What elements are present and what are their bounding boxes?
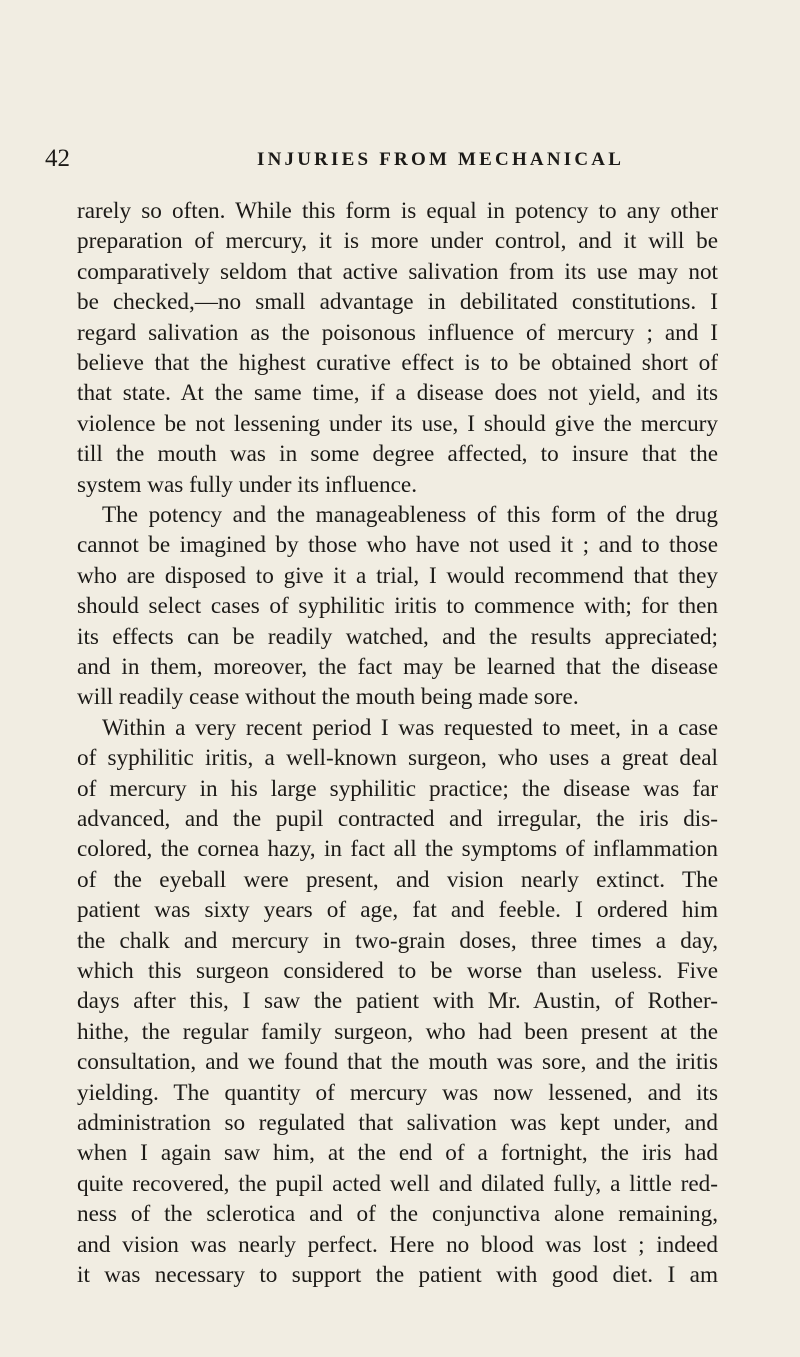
- text-line: violence be not lessening under its use, I should give the mercury: [77, 410, 718, 437]
- text-line: hithe, the regular family surgeon, who had been present at the: [77, 1018, 718, 1045]
- text-line: colored, the cornea hazy, in fact all the symptoms of inflammation: [77, 836, 718, 863]
- text-line: days after this, I saw the patient with Mr. Austin, of Rother-: [77, 988, 718, 1015]
- text-line: yielding. The quantity of mercury was now lessened, and its: [77, 1079, 718, 1106]
- text-line: its effects can be readily watched, and the results appreciated;: [77, 623, 718, 650]
- text-line: which this surgeon considered to be worse than useless. Five: [77, 958, 718, 984]
- text-line: administration so regulated that salivation was kept under, and: [77, 1110, 718, 1136]
- text-line: rarely so often. While this form is equal in potency to any other: [77, 198, 718, 224]
- text-line: quite recovered, the pupil acted well and dilated fully, a little red-: [77, 1170, 718, 1197]
- text-line: of the eyeball were present, and vision nearly extinct. The: [77, 866, 718, 893]
- text-line: consultation, and we found that the mouth was sore, and the iritis: [77, 1049, 718, 1076]
- text-line: that state. At the same time, if a disease does not yield, and its: [77, 380, 718, 407]
- text-line: comparatively seldom that active salivation from its use may not: [77, 258, 718, 285]
- text-line: patient was sixty years of age, fat and feeble. I ordered him: [77, 897, 718, 924]
- text-line: who are disposed to give it a trial, I would recommend that they: [77, 562, 718, 589]
- text-line: of syphilitic iritis, a well-known surgeon, who uses a great deal: [77, 745, 718, 772]
- text-line: and vision was nearly perfect. Here no blood was lost ; indeed: [77, 1231, 718, 1258]
- text-line: the chalk and mercury in two-grain doses, three times a day,: [77, 927, 718, 954]
- text-line: system was fully under its influence.: [77, 471, 418, 498]
- text-line: regard salivation as the poisonous influence of mercury ; and I: [77, 319, 718, 346]
- text-line: advanced, and the pupil contracted and irregular, the iris dis-: [77, 806, 718, 832]
- text-line: will readily cease without the mouth being made sore.: [77, 684, 579, 711]
- text-line: cannot be imagined by those who have not used it ; and to those: [77, 532, 718, 559]
- text-line: ness of the sclerotica and of the conjunctiva alone remaining,: [77, 1201, 718, 1228]
- text-line: should select cases of syphilitic iritis to commence with; for then: [77, 593, 718, 620]
- text-line: when I again saw him, at the end of a fortnight, the iris had: [77, 1140, 718, 1167]
- text-line: it was necessary to support the patient with good diet. I am: [77, 1262, 718, 1288]
- paragraph-start: Within a very recent period I was requested to meet, in a case: [102, 714, 718, 741]
- text-line: till the mouth was in some degree affected, to insure that the: [77, 441, 718, 468]
- text-line: of mercury in his large syphilitic practice; the disease was far: [77, 775, 718, 802]
- page-number: 42: [45, 145, 70, 172]
- running-head: INJURIES FROM MECHANICAL: [257, 149, 625, 170]
- text-line: and in them, moreover, the fact may be learned that the disease: [77, 654, 718, 680]
- text-line: preparation of mercury, it is more under control, and it will be: [77, 228, 718, 255]
- page-header: [0, 142, 800, 176]
- text-line: be checked,—no small advantage in debilitated constitutions. I: [77, 289, 718, 316]
- paragraph-start: The potency and the manageableness of this form of the drug: [102, 502, 718, 528]
- text-line: believe that the highest curative effect is to be obtained short of: [77, 350, 718, 376]
